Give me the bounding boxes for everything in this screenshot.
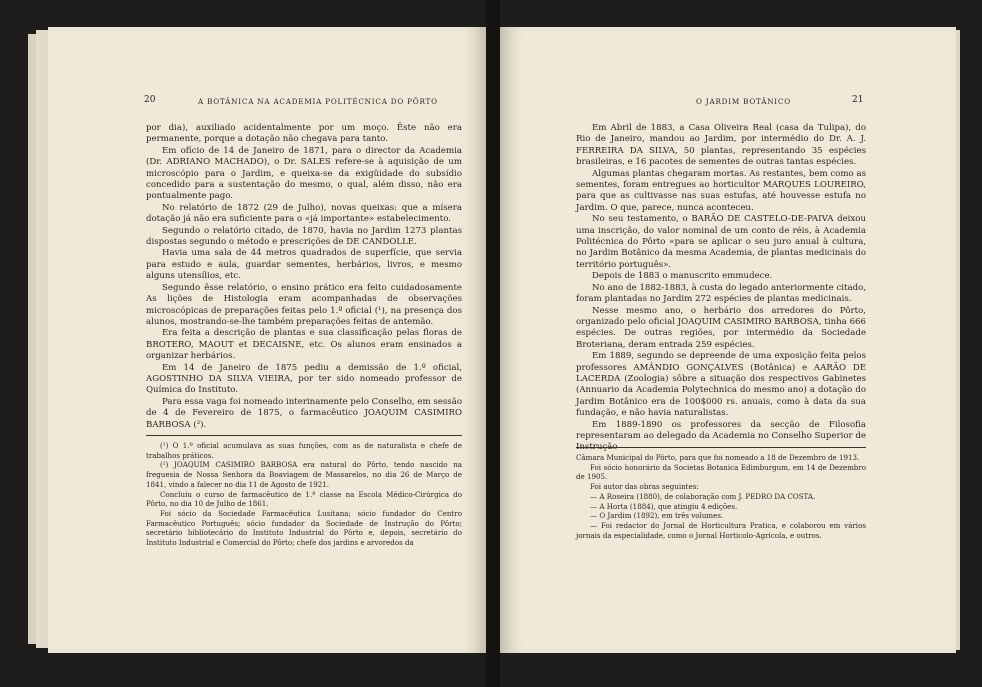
- paragraph: Segundo o relatório citado, de 1870, havia no Jardim 1273 plantas dispostas segundo o método e prescrições de DE CANDOLLE.: [146, 225, 462, 248]
- right-page: [500, 27, 956, 653]
- paragraph: Em 1889-1890 os professores da secção de Filosofia representaram ao delegado da Academia no Conselho Superior de Instrução: [576, 419, 866, 453]
- paragraph: Era feita a descrição de plantas e sua classificação pelas floras de BROTERO, MAOUT et DECAISNE, etc. Os alunos eram ensinados a organizar herbários.: [146, 328, 462, 362]
- right-page-number: 21: [852, 95, 864, 105]
- paragraph: Segundo êsse relatório, o ensino prático era feito cuidadosamente As lições de Histologia eram acompanhadas de observações microscópicas de preparações feitas pelo 1.º oficial (¹), na presença dos alunos, mostrando-se-lhe também preparações feitas de antemão.: [146, 282, 462, 327]
- footnote: Concluiu o curso de farmacêutico de 1.ª classe na Escola Médico-Cirúrgica do Pôrto, no dia 10 de Julho de 1861.: [146, 489, 462, 509]
- right-running-head: O JARDIM BOTÂNICO: [696, 97, 791, 106]
- footnote: — A Roseira (1880), de colaboração com J. PEDRO DA COSTA.: [590, 491, 816, 501]
- left-body: [146, 123, 462, 431]
- footnote: Foi sócio honorário da Societas Botanica Edimburgum, em 14 de Dezembro de 1905.: [576, 462, 866, 482]
- left-running-head: A BOTÂNICA NA ACADEMIA POLITÉCNICA DO PÔRTO: [198, 97, 438, 106]
- footnote: — O Jardim (1892), em três volumes.: [590, 511, 724, 521]
- right-footnotes: [576, 453, 866, 540]
- book-gutter: [486, 0, 500, 687]
- right-body: [576, 123, 866, 454]
- paragraph: No ano de 1882-1883, à custa do legado anteriormente citado, foram plantadas no Jardim 272 espécies de plantas medicinais.: [576, 282, 866, 305]
- footnote: (¹) O 1.º oficial acumulava as suas funções, com as de naturalista e chefe de trabalhos práticos.: [146, 441, 462, 460]
- paragraph: Nesse mesmo ano, o herbário dos arredores do Pôrto, organizado pelo oficial JOAQUIM CASIMIRO BARBOSA, tinha 666 espécies. De outras regiões, por intermédio da Sociedade Broteriana, deram entrada 259 espécies.: [576, 305, 866, 350]
- paragraph: Algumas plantas chegaram mortas. As restantes, bem como as sementes, foram entregues ao horticultor MARQUES LOUREIRO, para que as cultivasse nas suas estufas, até houvesse estufa no Jardim. O que, parece, nunca aconteceu.: [576, 168, 866, 213]
- footnote: — Foi redactor do Jornal de Horticultura Pratica, e colaborou em vários jornais da especialidade, como o Jornal Horticolo-Agricola, e outros.: [576, 520, 866, 540]
- footnote: Foi autor das obras seguintes:: [590, 482, 699, 492]
- left-page: [48, 27, 486, 653]
- footnote: — A Horta (1884), que atingiu 4 edições.: [590, 501, 738, 511]
- paragraph: No seu testamento, o BARÃO DE CASTELO-DE-PAIVA deixou uma inscrição, do valor nominal de um conto de réis, à Academia Politécnica do Pôrto «para se aplicar o seu juro anual à cultura, no Jardim Botânico da mesma Academia, de plantas medicinais do território português».: [576, 214, 866, 270]
- paragraph: No relatório de 1872 (29 de Julho), novas queixas: que a mísera dotação já não era suficiente para o «já importante» estabelecimento.: [146, 202, 462, 225]
- paragraph: Em 1889, segundo se depreende de uma exposição feita pelos professores AMÂNDIO GONÇALVES (Botânica) e AARÃO DE LACERDA (Zoologia) sôbre a situação dos respectivos Gabinetes (Annuario da Academia Polytechnica do mesmo ano) a dotação do Jardim Botânico era de 100$000 rs. anuais, como à data da sua fundação, e não havia naturalistas.: [576, 351, 866, 419]
- paragraph: por dia), auxiliado acidentalmente por um moço. Êste não era permanente, porque a dotação não chegava para tanto.: [146, 123, 462, 145]
- footnote-rule: [146, 435, 462, 436]
- paragraph: Havia uma sala de 44 metros quadrados de superfície, que servia para estudo e aula, guardar sementes, herbários, livros, e mesmo alguns utensílios, etc.: [146, 248, 462, 282]
- left-page-number: 20: [144, 95, 156, 105]
- footnote: Foi sócio da Sociedade Farmacêutica Lusitana; sócio fundador do Centro Farmacêutico Português; sócio fundador da Sociedade de Instrução do Pôrto; secretário bibliotecário do Instituto Industrial do Pôrto e, depois, secretário do Instituto Industrial e Comercial do Pôrto; chefe dos jardins e arvoredos da: [146, 508, 462, 548]
- left-footnotes: [146, 441, 462, 548]
- paragraph: Em Abril de 1883, a Casa Oliveira Real (casa da Tulipa), do Rio de Janeiro, mandou ao Jardim, por intermédio do Dr. A. J. FERREIRA DA SILVA, 50 plantas, representando 35 espécies brasileiras, e 16 pacotes de sementes de outras tantas espécies.: [576, 123, 866, 168]
- footnote: Câmara Municipal do Pôrto, para que foi nomeado a 18 de Dezembro de 1913.: [576, 453, 860, 462]
- paragraph: Depois de 1883 o manuscrito emmudece.: [592, 271, 773, 282]
- footnote: (²) JOAQUIM CASIMIRO BARBOSA era natural do Pôrto, tendo nascido na freguesia de Nossa Senhora da Boaviagem de Massarelos, no dia 26 de Março de 1841, vindo a falecer no dia 11 de Agosto de 1921.: [146, 460, 462, 489]
- footnote-rule: [576, 447, 866, 448]
- paragraph: Para essa vaga foi nomeado interinamente pelo Conselho, em sessão de 4 de Fevereiro de 1875, o farmacêutico JOAQUIM CASIMIRO BARBOSA (²).: [146, 396, 462, 430]
- paragraph: Em 14 de Janeiro de 1875 pediu a demissão de 1.º oficial, AGOSTINHO DA SILVA VIEIRA, por ter sido nomeado professor de Química do Instituto.: [146, 362, 462, 396]
- paragraph: Em ofício de 14 de Janeiro de 1871, para o director da Academia (Dr. ADRIANO MACHADO), o Dr. SALES refere-se à aquisição de um microscópio para o Jardim, e queixa-se da exigüidade do subsídio concedido para a sustentação do mesmo, o qual, além disso, não era pontualmente pago.: [146, 145, 462, 202]
